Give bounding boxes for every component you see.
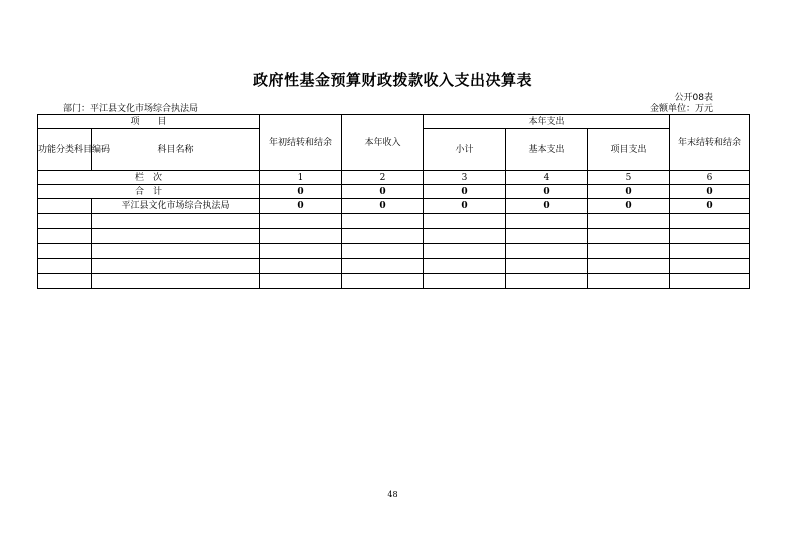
row-code [38, 274, 92, 289]
row-cell [588, 214, 670, 229]
row-cell [342, 259, 424, 274]
row-cell [342, 229, 424, 244]
column-index-cell: 6 [670, 171, 750, 185]
row-cell [670, 259, 750, 274]
total-cell: 0 [670, 185, 750, 199]
row-name [92, 229, 260, 244]
total-cell: 0 [342, 185, 424, 199]
header-item: 项 目 [38, 115, 260, 129]
row-cell: 0 [260, 199, 342, 214]
column-index-cell: 3 [424, 171, 506, 185]
row-cell [588, 244, 670, 259]
row-cell: 0 [670, 199, 750, 214]
row-cell [424, 259, 506, 274]
row-cell [260, 214, 342, 229]
row-cell [506, 244, 588, 259]
table-row [38, 274, 750, 289]
header-row-1 [38, 115, 750, 129]
column-index-cell: 1 [260, 171, 342, 185]
row-cell: 0 [342, 199, 424, 214]
row-code [38, 214, 92, 229]
table-row [38, 244, 750, 259]
row-cell [260, 259, 342, 274]
row-cell: 0 [588, 199, 670, 214]
header-project-expense: 项目支出 [588, 129, 670, 171]
row-code [38, 259, 92, 274]
table-row [38, 199, 750, 214]
department-label: 部门：平江县文化市场综合执法局 [63, 104, 199, 114]
row-name [92, 274, 260, 289]
header-subtotal: 小计 [424, 129, 506, 171]
column-index-row [38, 171, 750, 185]
column-index-cell: 2 [342, 171, 424, 185]
row-cell [670, 244, 750, 259]
table-row [38, 229, 750, 244]
header-expense-group: 本年支出 [424, 115, 670, 129]
header-subject-name: 科目名称 [92, 129, 260, 171]
row-cell: 0 [424, 199, 506, 214]
row-name [92, 214, 260, 229]
report-title: 政府性基金预算财政拨款收入支出决算表 [252, 71, 532, 89]
row-code [38, 199, 92, 214]
total-cell: 0 [588, 185, 670, 199]
table-row [38, 259, 750, 274]
header-begin-balance: 年初结转和结余 [260, 115, 342, 171]
row-name [92, 259, 260, 274]
row-cell [506, 214, 588, 229]
row-cell [588, 259, 670, 274]
total-cell: 0 [260, 185, 342, 199]
row-name [92, 244, 260, 259]
row-cell [588, 274, 670, 289]
row-cell [424, 229, 506, 244]
row-cell [342, 244, 424, 259]
row-name: 平江县文化市场综合执法局 [92, 199, 260, 214]
total-label: 合 计 [38, 185, 260, 199]
amount-unit-label: 金额单位：万元 [649, 104, 713, 114]
column-index-label: 栏 次 [38, 171, 260, 185]
row-cell [670, 214, 750, 229]
total-cell: 0 [506, 185, 588, 199]
row-cell [670, 274, 750, 289]
row-cell [260, 244, 342, 259]
row-cell [260, 274, 342, 289]
row-code [38, 244, 92, 259]
total-cell: 0 [424, 185, 506, 199]
header-basic-expense: 基本支出 [506, 129, 588, 171]
row-cell [424, 214, 506, 229]
header-end-balance: 年末结转和结余 [670, 115, 750, 171]
header-func-code: 功能分类科目编码 [38, 129, 92, 171]
total-row [38, 185, 750, 199]
row-cell [506, 274, 588, 289]
row-cell [260, 229, 342, 244]
row-cell [670, 229, 750, 244]
column-index-cell: 5 [588, 171, 670, 185]
row-cell [424, 274, 506, 289]
row-cell: 0 [506, 199, 588, 214]
table-row [38, 214, 750, 229]
row-cell [506, 259, 588, 274]
page-number: 48 [387, 490, 398, 499]
row-code [38, 229, 92, 244]
row-cell [588, 229, 670, 244]
row-cell [506, 229, 588, 244]
form-number: 公开08表 [674, 93, 713, 103]
header-income: 本年收入 [342, 115, 424, 171]
row-cell [424, 244, 506, 259]
budget-table [37, 114, 750, 289]
row-cell [342, 214, 424, 229]
column-index-cell: 4 [506, 171, 588, 185]
row-cell [342, 274, 424, 289]
